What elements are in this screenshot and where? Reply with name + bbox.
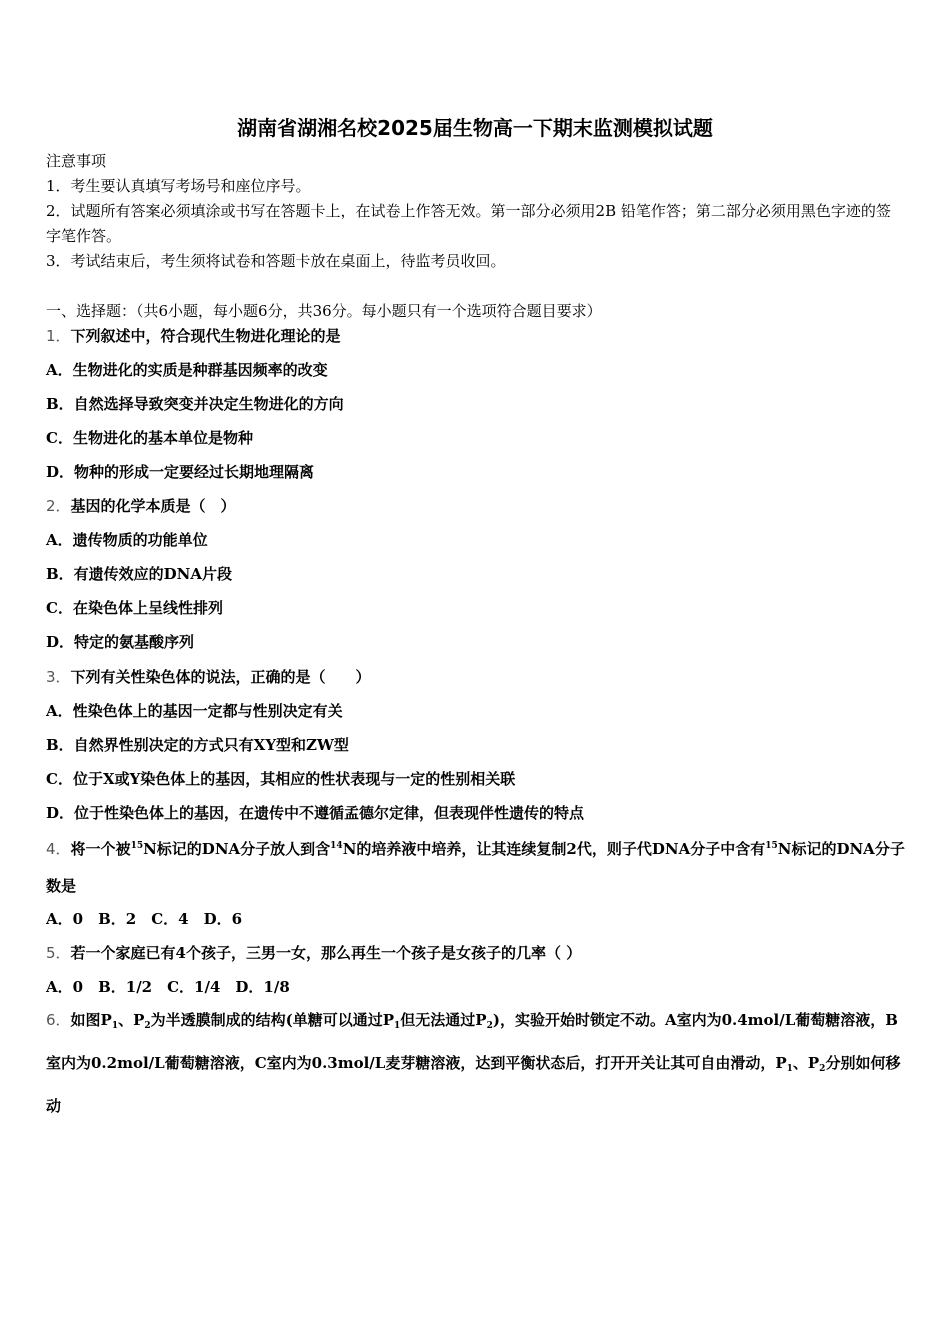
question-3 (46, 667, 904, 687)
notice-item-2: 2．试题所有答案必须填涂或书写在答题卡上，在试卷上作答无效。第一部分必须用2B 铅笔作答；第二部分必须用黑色字迹的签字笔作答。 (46, 202, 891, 245)
question-number: 3． (46, 668, 71, 686)
q2-option-c: C．在染色体上呈线性排列 (46, 599, 223, 617)
question-4: 4．将一个被$^{15}$N标记的DNA分子放人到含$^{14}$N的培养液中培养，让其连续复制2代，则子代DNA分子中含有$^{15}$N标记的DNA分子数是 (46, 840, 905, 895)
notice-item-1: 1．考生要认真填写考场号和座位序号。 (46, 177, 311, 195)
question-stem: 基因的化学本质是（ ） (70, 497, 236, 515)
question-number: 2． (46, 497, 71, 515)
question-number: 6． (46, 1011, 71, 1029)
notice-item-3: 3．考试结束后，考生须将试卷和答题卡放在桌面上，待监考员收回。 (46, 252, 506, 270)
question-number: 1． (46, 327, 71, 345)
q3-option-d: D．位于性染色体上的基因，在遗传中不遵循孟德尔定律，但表现伴性遗传的特点 (46, 804, 585, 822)
q4-options: A．0 B．2 C．4 D．6 (46, 910, 243, 928)
q1-option-c: C．生物进化的基本单位是物种 (46, 429, 253, 447)
question-stem: 下列有关性染色体的说法，正确的是（ ） (70, 668, 371, 686)
question-number: 5． (46, 944, 71, 962)
q1-option-a: A．生物进化的实质是种群基因频率的改变 (46, 361, 328, 379)
q3-option-a: A．性染色体上的基因一定都与性别决定有关 (46, 702, 343, 720)
q1-option-d: D．物种的形成一定要经过长期地理隔离 (46, 463, 315, 481)
q3-option-b: B．自然界性别决定的方式只有XY型和ZW型 (46, 736, 349, 754)
question-1 (46, 326, 904, 346)
q2-option-b: B．有遗传效应的DNA片段 (46, 565, 233, 583)
q2-option-d: D．特定的氨基酸序列 (46, 633, 195, 651)
q3-option-c: C．位于X或Y染色体上的基因，其相应的性状表现与一定的性别相关联 (46, 770, 516, 788)
question-stem: 若一个家庭已有4个孩子，三男一女，那么再生一个孩子是女孩子的几率（ ） (70, 944, 582, 962)
notice-heading: 注意事项 (46, 152, 107, 170)
question-5 (46, 943, 904, 963)
question-2 (46, 496, 904, 516)
question-6: 6．如图$P_1$、$P_2$为半透膜制成的结构(单糖可以通过$P_1$但无法通过$P_2$)，实验开始时锁定不动。A室内为0.4mol/L葡萄糖溶液，B室内为0.2mol/L葡萄糖溶液，C室内为0.3mol/L麦芽糖溶液，达到平衡状态后，打开开关让其可自由滑动，$P_1$、$P_2$分别如何移动 (46, 1011, 901, 1115)
page-title: 湖南省湖湘名校2025届生物高一下期末监测模拟试题 (237, 116, 713, 140)
q5-options: A．0 B．1/2 C．1/4 D．1/8 (46, 978, 290, 996)
question-number: 4． (46, 840, 71, 858)
q2-option-a: A．遗传物质的功能单位 (46, 531, 208, 549)
question-stem: 下列叙述中，符合现代生物进化理论的是 (70, 327, 341, 345)
section-heading: 一、选择题：（共6小题，每小题6分，共36分。每小题只有一个选项符合题目要求） (46, 302, 602, 320)
q1-option-b: B．自然选择导致突变并决定生物进化的方向 (46, 395, 344, 413)
